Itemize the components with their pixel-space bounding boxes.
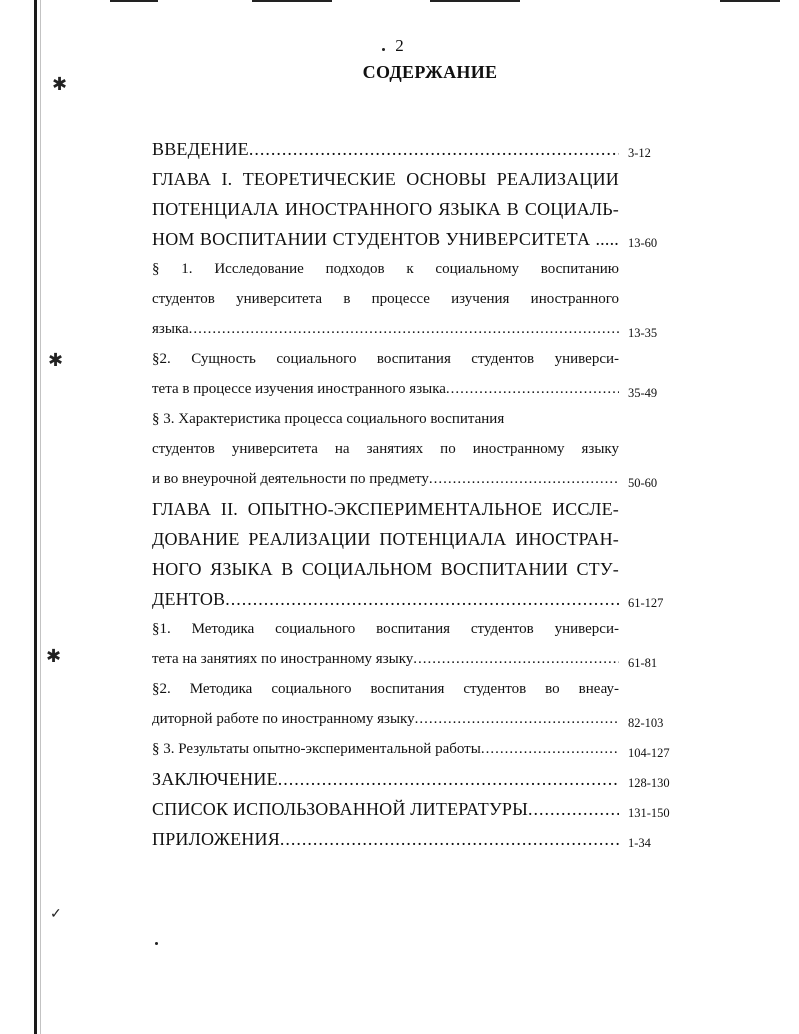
- toc-entry-ch1-s2: тета в процессе изучения иностранного языка ..... 35-49: [152, 374, 670, 404]
- toc-entry-chapter2: ДЕНТОВ ..... 61-127: [152, 584, 670, 614]
- toc-page-number: 13-35: [628, 326, 658, 340]
- toc-entry-ch1-s1: языка ..... 13-35: [152, 314, 670, 344]
- toc-page-number: 1-34: [628, 836, 651, 850]
- toc-page-number: 128-130: [628, 776, 670, 790]
- dot-leader: [249, 134, 619, 164]
- dot-leader: [225, 584, 619, 614]
- toc-entry-chapter2: ДОВАНИЕ РЕАЛИЗАЦИИ ПОТЕНЦИАЛА ИНОСТРАН-: [152, 529, 619, 549]
- toc-entry-ch2-s3: § 3. Результаты опытно-экспериментальной работы ..... 104-127: [152, 734, 670, 764]
- dot-leader: [413, 644, 619, 674]
- toc-page-number: 50-60: [628, 476, 658, 490]
- toc-entry-ch1-s2: §2. Сущность социального воспитания студентов универси-: [152, 351, 619, 367]
- toc-entry-chapter1: НОМ ВОСПИТАНИИ СТУДЕНТОВ УНИВЕРСИТЕТА ..... 13-60: [152, 224, 670, 254]
- page-number: 2: [395, 36, 404, 55]
- dot-leader: [481, 734, 619, 764]
- binding-hole-mark: ✱: [48, 350, 64, 370]
- toc-page-number: 104-127: [628, 746, 670, 760]
- toc-entry-ch1-s1: студентов университета в процессе изучения иностранного: [152, 291, 619, 307]
- toc-entry-ch1-s3: студентов университета на занятиях по иностранному языку: [152, 441, 619, 457]
- table-of-contents: [152, 134, 670, 854]
- toc-page-number: 35-49: [628, 386, 658, 400]
- toc-page-number: 3-12: [628, 146, 651, 160]
- scan-top-line: [110, 0, 158, 2]
- toc-entry-chapter1: ГЛАВА I. ТЕОРЕТИЧЕСКИЕ ОСНОВЫ РЕАЛИЗАЦИИ: [152, 169, 619, 189]
- toc-page-number: 82-103: [628, 716, 664, 730]
- toc-entry-chapter2: ГЛАВА II. ОПЫТНО-ЭКСПЕРИМЕНТАЛЬНОЕ ИССЛЕ-: [152, 499, 619, 519]
- toc-entry-chapter1: ПОТЕНЦИАЛА ИНОСТРАННОГО ЯЗЫКА В СОЦИАЛЬ-: [152, 199, 619, 219]
- toc-entry-ch1-s3: § 3. Характеристика процесса социального воспитания: [152, 411, 505, 427]
- toc-entry-ch2-s2: диторной работе по иностранному языку ..... 82-103: [152, 704, 670, 734]
- toc-page-number: 61-127: [628, 596, 664, 610]
- toc-entry-ch2-s1: §1. Методика социального воспитания студентов универси-: [152, 621, 619, 637]
- toc-entry-intro: ВВЕДЕНИЕ ..... 3-12: [152, 134, 670, 164]
- dot-leader: [278, 764, 619, 794]
- binding-hole-mark: ✓: [50, 907, 62, 922]
- dot-leader: [528, 794, 619, 824]
- scan-top-line: [430, 0, 520, 2]
- toc-entry-ch1-s3: и во внеурочной деятельности по предмету ..... 50-60: [152, 464, 670, 494]
- toc-entry-ch2-s1: тета на занятиях по иностранному языку ..... 61-81: [152, 644, 670, 674]
- scan-border-shadow: [40, 0, 41, 1034]
- toc-entry-conclusion: ЗАКЛЮЧЕНИЕ ..... 128-130: [152, 764, 670, 794]
- dot-leader: [189, 314, 619, 344]
- toc-entry-appendix: ПРИЛОЖЕНИЯ ..... 1-34: [152, 824, 670, 854]
- scan-speck: [155, 942, 158, 945]
- dot-leader: [429, 464, 619, 494]
- toc-entry-chapter2: НОГО ЯЗЫКА В СОЦИАЛЬНОМ ВОСПИТАНИИ СТУ-: [152, 559, 619, 579]
- toc-page-number: 13-60: [628, 236, 658, 250]
- dot-leader: [415, 704, 619, 734]
- dot-leader: [280, 824, 619, 854]
- scan-top-line: [720, 0, 780, 2]
- toc-page-number: 61-81: [628, 656, 658, 670]
- page-title: СОДЕРЖАНИЕ: [362, 62, 498, 82]
- toc-entry-ch2-s2: §2. Методика социального воспитания студентов во внеау-: [152, 681, 619, 697]
- scan-border: [34, 0, 37, 1034]
- scan-top-line: [252, 0, 332, 2]
- toc-page-number: 131-150: [628, 806, 670, 820]
- binding-hole-mark: ✱: [52, 74, 68, 94]
- binding-hole-mark: ✱: [46, 646, 62, 666]
- dot-leader: [446, 374, 619, 404]
- toc-entry-ch1-s1: § 1. Исследование подходов к социальному воспитанию: [152, 261, 619, 277]
- toc-entry-references: СПИСОК ИСПОЛЬЗОВАННОЙ ЛИТЕРАТУРЫ ..... 131-150: [152, 794, 670, 824]
